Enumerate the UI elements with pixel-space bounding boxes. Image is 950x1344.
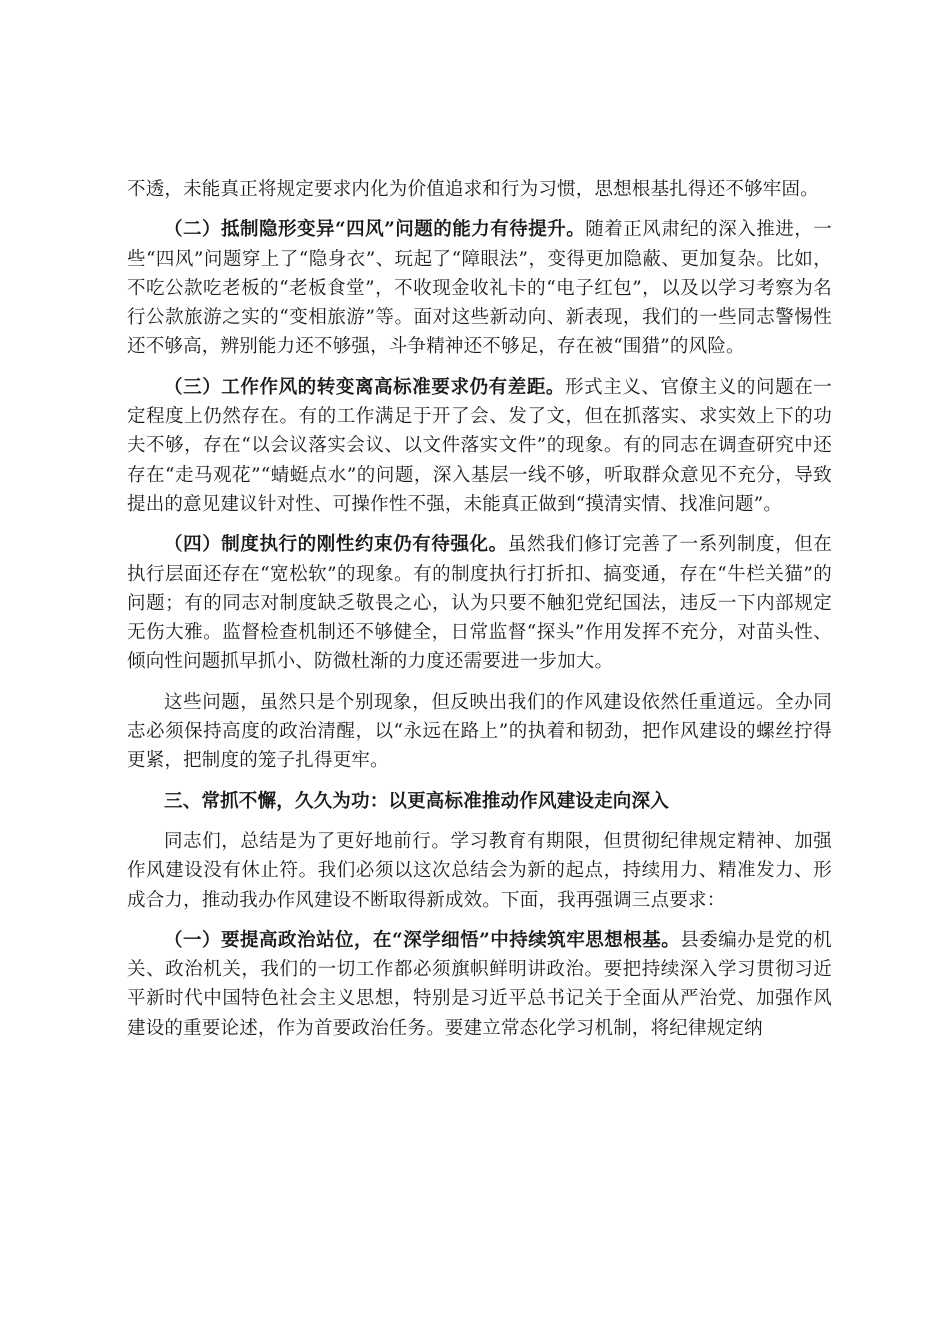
paragraph-item-3 [127, 373, 832, 519]
item-3-body: 形式主义、官僚主义的问题在一定程度上仍然存在。有的工作满足于开了会、发了文，但在抓落实、求实效上下的功夫不够，存在“以会议落实会议、以文件落实文件”的现象。有的同志在调查研究中还存在“走马观花”“蜻蜓点水”的问题，深入基层一线不够，听取群众意见不充分，导致提出的意见建议针对性、可操作性不强，未能真正做到“摸清实情、找准问题”。 [127, 376, 832, 515]
paragraph-summary: 这些问题，虽然只是个别现象，但反映出我们的作风建设依然任重道远。全办同志必须保持高度的政治清醒，以“永远在路上”的执着和韧劲，把作风建设的螺丝拧得更紧，把制度的笼子扎得更牢。 [127, 691, 832, 772]
paragraph-item-2 [127, 215, 832, 361]
item-3-heading: （三）工作作风的转变离高标准要求仍有差距。 [164, 376, 566, 398]
paragraph-item-4 [127, 530, 832, 676]
document-page [127, 175, 832, 1043]
item-4-heading: （四）制度执行的刚性约束仍有待强化。 [164, 534, 508, 556]
paragraph-intro: 同志们，总结是为了更好地前行。学习教育有期限，但贯彻纪律规定精神、加强作风建设没有休止符。我们必须以这次总结会为新的起点，持续用力、精准发力、形成合力，推动我办作风建设不断取得新成效。下面，我再强调三点要求： [127, 830, 832, 911]
requirement-1-heading: （一）要提高政治站位，在“深学细悟”中持续筑牢思想根基。 [164, 929, 681, 951]
requirement-1-body: 县委编办是党的机关、政治机关，我们的一切工作都必须旗帜鲜明讲政治。要把持续深入学习贯彻习近平新时代中国特色社会主义思想，特别是习近平总书记关于全面从严治党、加强作风建设的重要论述，作为首要政治任务。要建立常态化学习机制，将纪律规定纳 [127, 929, 832, 1039]
item-4-body: 虽然我们修订完善了一系列制度，但在执行层面还存在“宽松软”的现象。有的制度执行打折扣、搞变通，存在“牛栏关猫”的问题；有的同志对制度缺乏敬畏之心，认为只要不触犯党纪国法，违反一下内部规定无伤大雅。监督检查机制还不够健全，日常监督“探头”作用发挥不充分，对苗头性、倾向性问题抓早抓小、防微杜渐的力度还需要进一步加大。 [127, 534, 832, 673]
section-heading-3: 三、常抓不懈，久久为功：以更高标准推动作风建设走向深入 [164, 790, 669, 812]
paragraph-requirement-1 [127, 926, 832, 1043]
item-2-heading: （二）抵制隐形变异“四风”问题的能力有待提升。 [164, 219, 586, 241]
item-2-body: 随着正风肃纪的深入推进，一些“四风”问题穿上了“隐身衣”、玩起了“障眼法”，变得更加隐蔽、更加复杂。比如，不吃公款吃老板的“老板食堂”，不收现金收礼卡的“电子红包”，以及以学习考察为名行公款旅游之实的“变相旅游”等。面对这些新动向、新表现，我们的一些同志警惕性还不够高，辨别能力还不够强，斗争精神还不够足，存在被“围猎”的风险。 [127, 219, 832, 358]
paragraph-continued: 不透，未能真正将规定要求内化为价值追求和行为习惯，思想根基扎得还不够牢固。 [127, 179, 819, 200]
